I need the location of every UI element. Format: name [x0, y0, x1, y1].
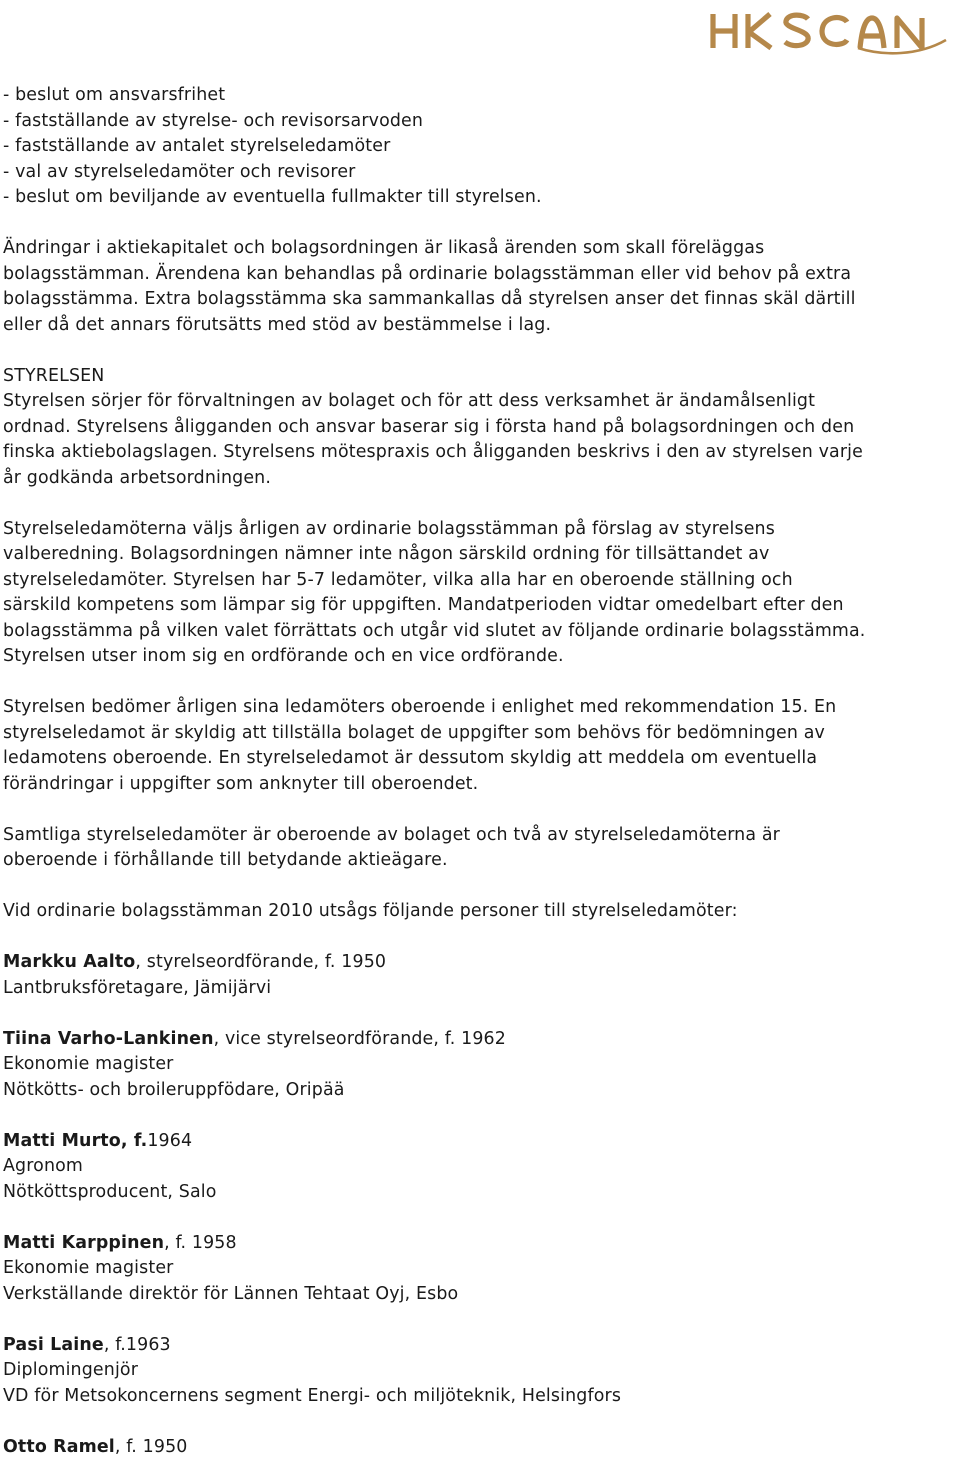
list-item: - fastställande av antalet styrelseledamöter [3, 134, 957, 160]
paragraph-elected-intro: Vid ordinarie bolagsstämman 2010 utsågs följande personer till styrelseledamöter: [3, 899, 957, 925]
list-item: - beslut om beviljande av eventuella fullmakter till styrelsen. [3, 185, 957, 211]
text-line: Styrelsen sörjer för förvaltningen av bolaget och för att dess verksamhet är ändamålsenligt [3, 389, 957, 415]
member-name: Otto Ramel [3, 1437, 115, 1457]
paragraph-all-independent [3, 823, 957, 874]
member-role: , f. 1950 [115, 1437, 188, 1457]
text-line: ordnad. Styrelsens åligganden och ansvar baserar sig i första hand på bolagsordningen och den [3, 415, 957, 441]
member-heading [3, 1231, 957, 1257]
member-entry [3, 1435, 957, 1460]
member-detail: VD för Metsokoncernens segment Energi- och miljöteknik, Helsingfors [3, 1384, 957, 1410]
member-detail: Verkställande direktör för Lännen Tehtaat Oyj, Esbo [3, 1282, 957, 1308]
text-line: bolagsstämma. Extra bolagsstämma ska sammankallas då styrelsen anser det finnas skäl därtill [3, 287, 957, 313]
text-line: förändringar i uppgifter som anknyter till oberoendet. [3, 772, 957, 798]
paragraph-independence [3, 695, 957, 797]
text-line: oberoende i förhållande till betydande aktieägare. [3, 848, 957, 874]
text-line: Styrelseledamöterna väljs årligen av ordinarie bolagsstämman på förslag av styrelsens [3, 517, 957, 543]
member-role: 1964 [147, 1131, 192, 1151]
text-line: ledamotens oberoende. En styrelseledamot är dessutom skyldig att meddela om eventuella [3, 746, 957, 772]
paragraph-election [3, 517, 957, 670]
member-role: , vice styrelseordförande, f. 1962 [214, 1029, 506, 1049]
text-line: bolagsstämma på vilken valet förrättats och utgår vid slutet av följande ordinarie bolagsstämma. [3, 619, 957, 645]
list-item: - fastställande av styrelse- och revisorsarvoden [3, 109, 957, 135]
member-heading [3, 1333, 957, 1359]
member-entry [3, 1129, 957, 1206]
member-detail: Lantbruksföretagare, Jämijärvi [3, 976, 957, 1002]
member-heading [3, 1435, 957, 1460]
member-heading [3, 1129, 957, 1155]
list-item: - val av styrelseledamöter och revisorer [3, 160, 957, 186]
member-detail: Ekonomie magister [3, 1052, 957, 1078]
member-detail: Nötköttsproducent, Salo [3, 1180, 957, 1206]
text-line: styrelseledamöter. Styrelsen har 5-7 ledamöter, vilka alla har en oberoende ställning och [3, 568, 957, 594]
paragraph-changes [3, 236, 957, 338]
member-name: Matti Murto, f. [3, 1131, 147, 1151]
document-body [3, 83, 957, 1460]
member-name: Tiina Varho-Lankinen [3, 1029, 214, 1049]
member-entry [3, 1333, 957, 1410]
text-line: eller då det annars förutsätts med stöd av bestämmelse i lag. [3, 313, 957, 339]
text-line: Ändringar i aktiekapitalet och bolagsordningen är likaså ärenden som skall föreläggas [3, 236, 957, 262]
text-line: valberedning. Bolagsordningen nämner inte någon särskild ordning för tillsättandet av [3, 542, 957, 568]
member-entry [3, 1027, 957, 1104]
text-line: Styrelsen bedömer årligen sina ledamöters oberoende i enlighet med rekommendation 15. En [3, 695, 957, 721]
member-entry [3, 1231, 957, 1308]
member-detail: Diplomingenjör [3, 1358, 957, 1384]
member-role: , styrelseordförande, f. 1950 [135, 952, 386, 972]
member-role: , f.1963 [104, 1335, 171, 1355]
text-line: bolagsstämman. Ärendena kan behandlas på ordinarie bolagsstämman eller vid behov på extra [3, 262, 957, 288]
member-heading [3, 1027, 957, 1053]
text-line: finska aktiebolagslagen. Styrelsens mötespraxis och åligganden beskrivs i den av styrelsen varje [3, 440, 957, 466]
text-line: styrelseledamot är skyldig att tillställa bolaget de uppgifter som behövs för bedömningen av [3, 721, 957, 747]
text-line: särskild kompetens som lämpar sig för uppgiften. Mandatperioden vidtar omedelbart efter den [3, 593, 957, 619]
section-heading: STYRELSEN [3, 364, 957, 390]
list-item: - beslut om ansvarsfrihet [3, 83, 957, 109]
member-entry [3, 950, 957, 1001]
member-detail: Nötkötts- och broileruppfödare, Oripää [3, 1078, 957, 1104]
text-line: Samtliga styrelseledamöter är oberoende av bolaget och två av styrelseledamöterna är [3, 823, 957, 849]
decision-list [3, 83, 957, 211]
member-detail: Ekonomie magister [3, 1256, 957, 1282]
text-line: Styrelsen utser inom sig en ordförande och en vice ordförande. [3, 644, 957, 670]
hkscan-logo [708, 6, 952, 58]
member-detail: Agronom [3, 1154, 957, 1180]
member-name: Markku Aalto [3, 952, 135, 972]
member-name: Pasi Laine [3, 1335, 104, 1355]
paragraph-board-duty [3, 389, 957, 491]
member-name: Matti Karppinen [3, 1233, 164, 1253]
text-line: år godkända arbetsordningen. [3, 466, 957, 492]
member-heading [3, 950, 957, 976]
member-role: , f. 1958 [164, 1233, 237, 1253]
